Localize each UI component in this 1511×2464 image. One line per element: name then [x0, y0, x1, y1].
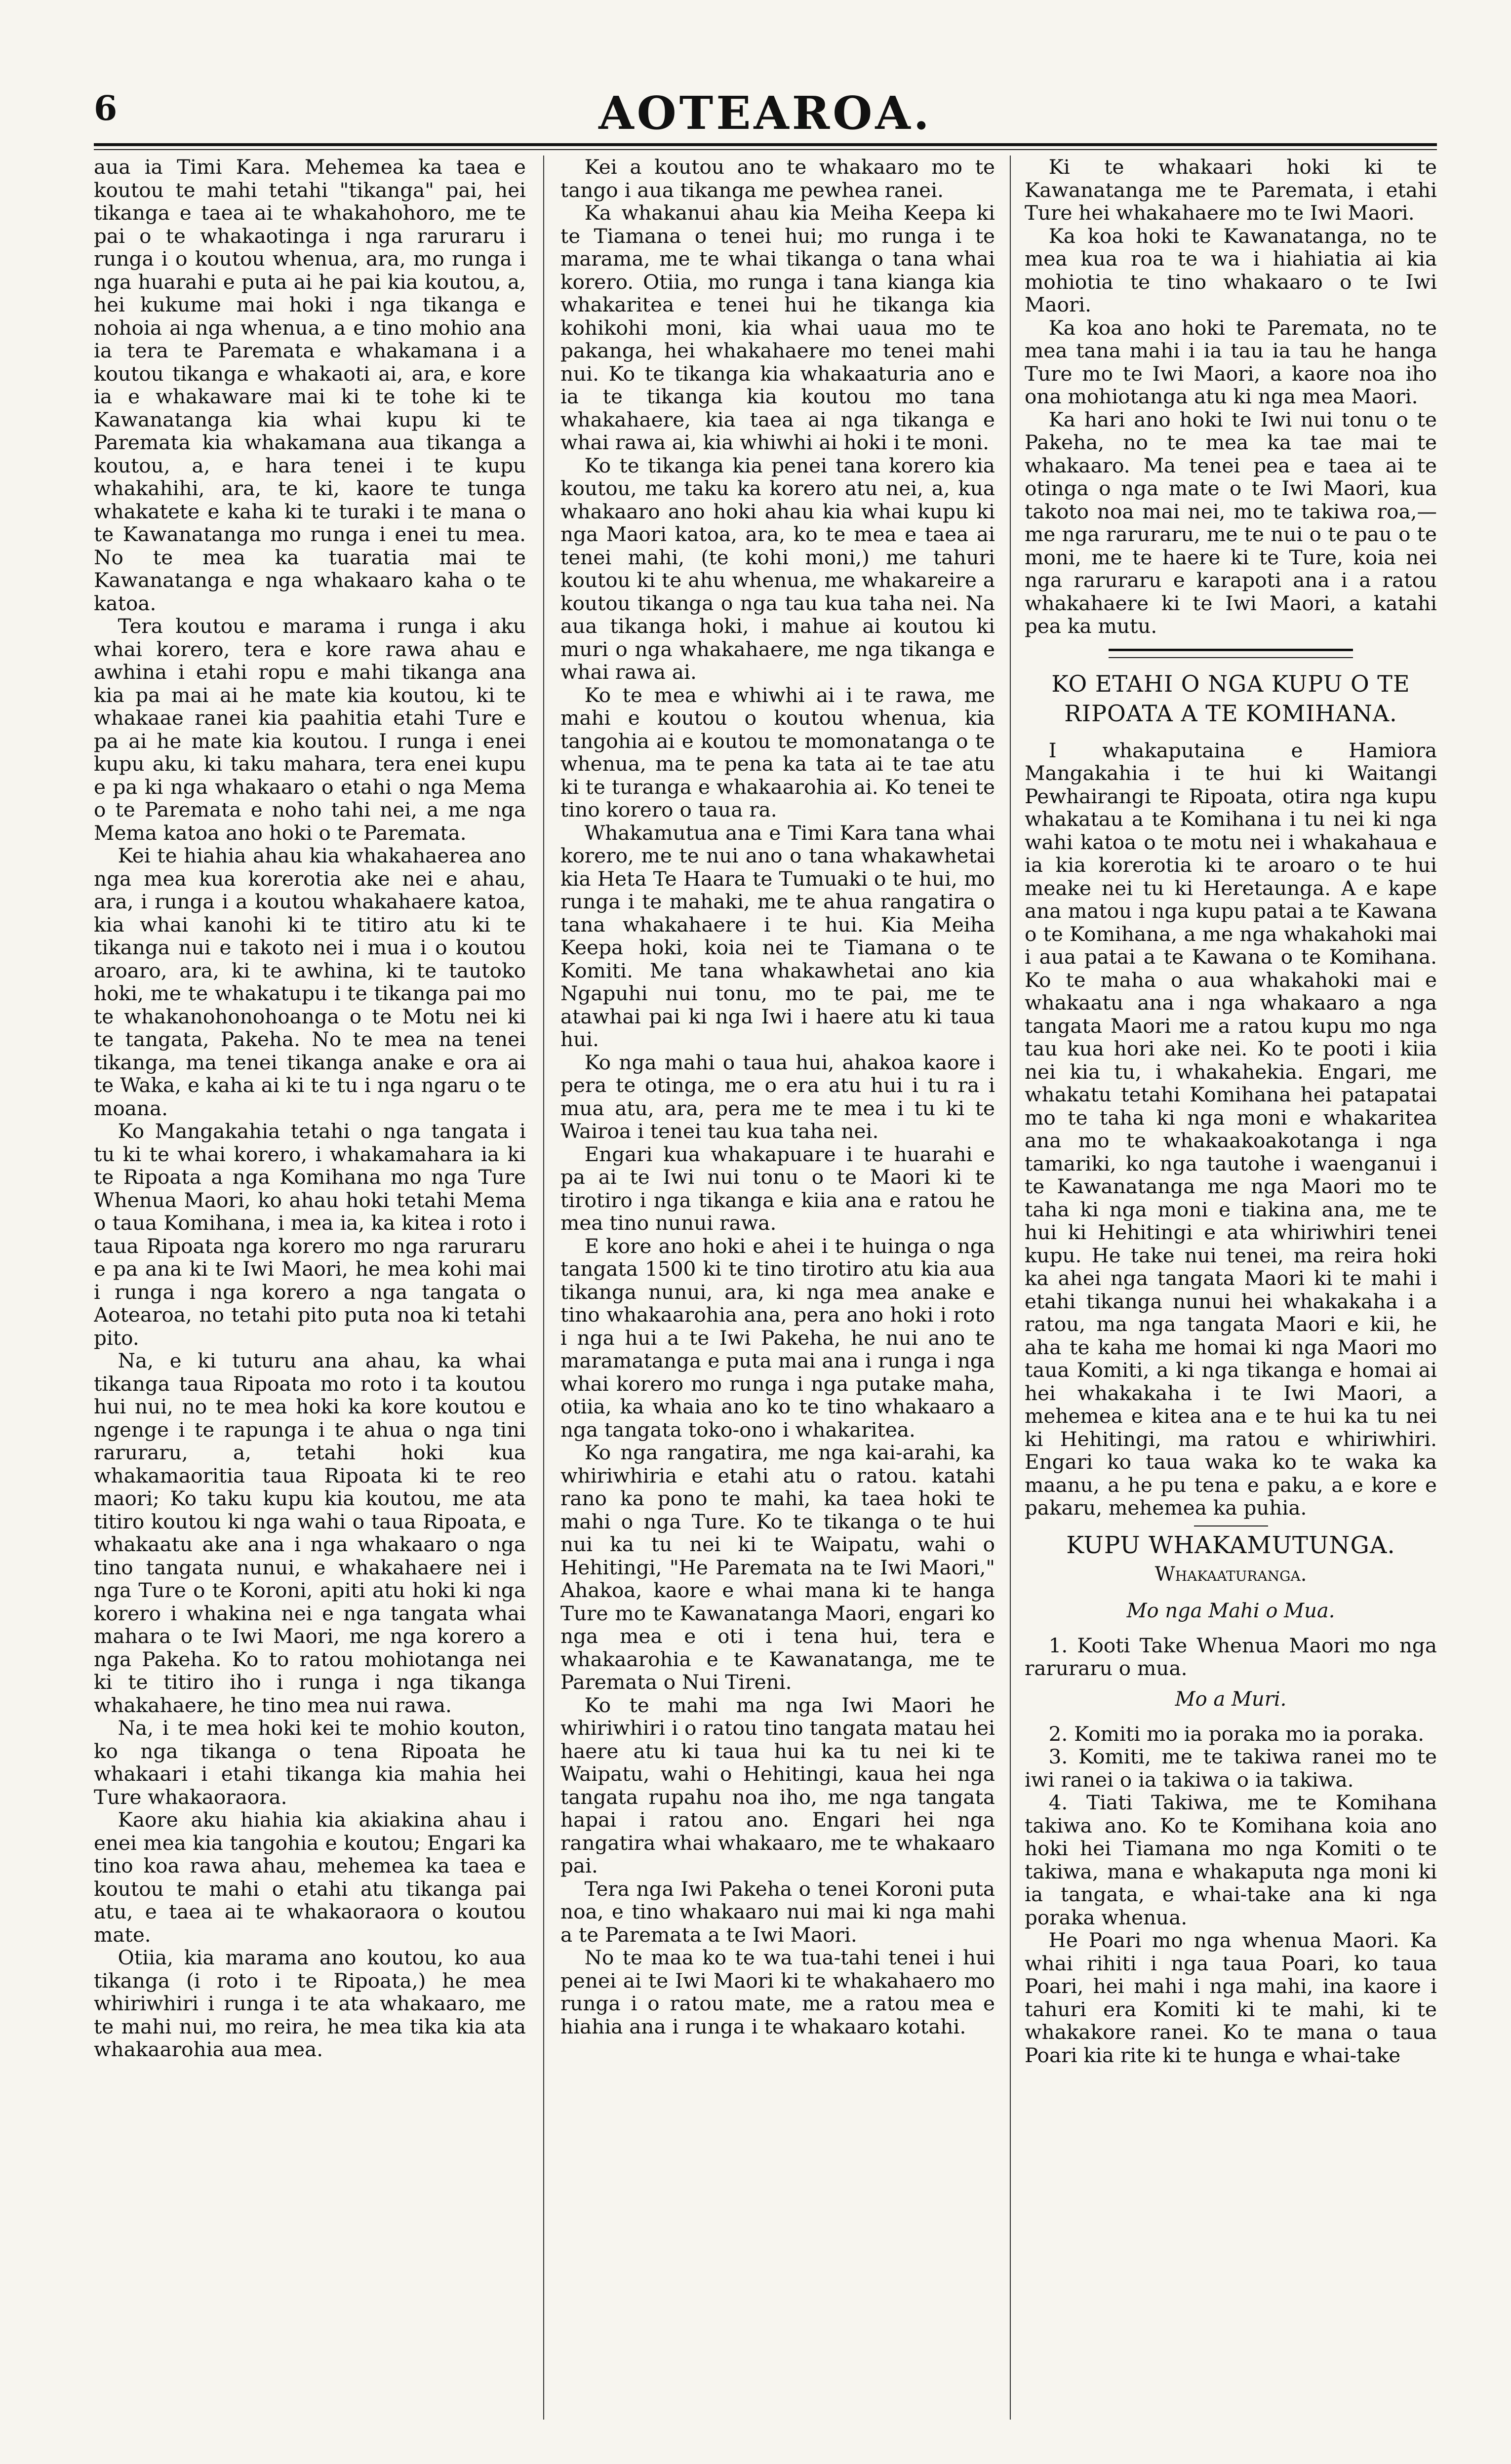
column-3 [1025, 156, 1437, 2420]
paragraph: Ko nga mahi o taua hui, ahakoa kaore i pera te otinga, me o era atu hui i tu ra i mua atu, ara, pera me te mea i tu ki te Wairoa i tenei tau kua taha nei. [560, 1050, 995, 1143]
header-rule-thin [94, 149, 1437, 150]
paragraph: Kei a koutou ano te whakaaro mo te tango i aua tikanga me pewhea ranei. [560, 156, 995, 202]
column-1 [94, 156, 526, 2420]
newspaper-title: AOTEAROA. [598, 86, 932, 140]
paragraph: Ko te mahi ma nga Iwi Maori he whiriwhiri i o ratou tino tangata matau hei haere atu ki taua hui ka tu nei ki te Waipatu, wahi o Hehitingi, kaua hei nga tangata rupahu noa iho, me nga tangata hapai i ratou ano. Engari hei nga rangatira whai whakaaro, me te whakaaro pai. [560, 1693, 995, 1877]
column-separator [1010, 156, 1011, 2420]
group-title: Mo a Muri. [1175, 1687, 1287, 1711]
paragraph: Otiia, kia marama ano koutou, ko aua tikanga (i roto i te Ripoata,) he mea whiriwhiri i runga i te ata whakaaro, me te mahi nui, mo reira, he mea tika kia ata whakaarohia aua mea. [94, 1946, 526, 2061]
header-rule-thick [94, 143, 1437, 146]
masthead [94, 86, 1437, 141]
paragraph: Ki te whakaari hoki ki te Kawanatanga me te Paremata, i etahi Ture hei whakahaere mo te Iwi Maori. [1025, 156, 1437, 225]
paragraph: Kaore aku hiahia kia akiakina ahau i enei mea kia tangohia e koutou; Engari ka tino koa rawa ahau, mehemea ka taea e koutou te mahi o etahi atu tikanga pai atu, e taea ai te whakaoraora o koutou mate. [94, 1808, 526, 1947]
paragraph: Ka koa hoki te Kawanatanga, no te mea kua roa te wa i hiahiatia ai kia mohiotia te tino whakaaro o te Iwi Maori. [1025, 224, 1437, 316]
list-item: 1. Kooti Take Whenua Maori mo nga raruraru o mua. [1025, 1633, 1437, 1680]
paragraph: Ka whakanui ahau kia Meiha Keepa ki te Tiamana o tenei hui; mo runga i te marama, me te whai tikanga o tana whai korero. Otiia, mo runga i tana kianga kia whakaritea e tenei hui he tikanga kia kohikohi moni, kia whai uaua mo te pakanga, hei whakahaere mo tenei mahi nui. Ko te tikanga kia whakaaturia ano e ia te tikanga kia koutou mo tana whakahaere, kia taea ai nga tikanga e whai rawa ai, kia whiwhi ai hoki i te moni. [560, 201, 995, 454]
section-heading: KO ETAHI O NGA KUPU O TE RIPOATA A TE KOMIHANA. [1051, 670, 1410, 727]
paragraph: Tera nga Iwi Pakeha o tenei Koroni puta noa, e tino whakaaro nui mai ki nga mahi a te Paremata a te Iwi Maori. [560, 1877, 995, 1947]
paragraph: No te maa ko te wa tua-tahi tenei i hui penei ai te Iwi Maori ki te whakahaero mo runga i o ratou mate, me a ratou mea e hiahia ana i runga i te whakaaro kotahi. [560, 1946, 995, 2038]
paragraph: Ko nga rangatira, me nga kai-arahi, ka whiriwhiria e etahi atu o ratou. katahi rano ka pono te mahi, ka taea hoki te mahi o nga Ture. Ko te tikanga o te hui nui ka tu nei ki te Waipatu, wahi o Hehitingi, "He Paremata na te Iwi Maori," Ahakoa, kaore e whai mana ki te hanga Ture mo te Kawanatanga Maori, engari ko nga mea e oti i tena hui, tera e whakaarohia e te Kawanatanga, me te Paremata o Nui Tireni. [560, 1441, 995, 1694]
paragraph: Kei te hiahia ahau kia whakahaerea ano nga mea kua korerotia ake nei e ahau, ara, i runga i a koutou whakahaere katoa, kia whai kanohi ki te titiro atu ki te tikanga nui e takoto nei i mua i o koutou aroaro, ara, ki te awhina, ki te tautoko hoki, me te whakatupu i te tikanga pai mo te whakanohonohoanga o te Motu nei ki te tangata, Pakeha. No te mea na tenei tikanga, ma tenei tikanga anake e ora ai te Waka, e kaha ai ki te tu i nga ngaru o te moana. [94, 844, 526, 1120]
paragraph: Ka hari ano hoki te Iwi nui tonu o te Pakeha, no te mea ka tae mai te whakaaro. Ma tenei pea e taea ai te otinga o nga mate o te Iwi Maori, kua takoto noa mai nei, mo te takiwa roa,—me nga raruraru, me te nui o te pau o te moni, me te haere ki te Ture, koia nei nga raruraru e karapoti ana i a ratou whakahaere ki te Iwi Maori, a katahi pea ka mutu. [1025, 407, 1437, 638]
paragraph: I whakaputaina e Hamiora Mangakahia i te hui ki Waitangi Pewhairangi te Ripoata, otira nga kupu whakatau a te Komihana i tu nei ki nga wahi katoa o te motu nei i whakahaua e ia kia korerotia ki te aroaro o te hui meake nei tu ki Heretaunga. A e kape ana matou i nga kupu patai a te Kawana o te Komihana, a me nga whakahoki mai i aua patai a te Kawana o te Komihana. Ko te maha o aua whakahoki mai e whakaatu ana i nga whakaaro a nga tangata Maori me a ratou kupu mo nga tau kua hori ake nei. Ko te pooti i kiia nei kia tu, i whakahekia. Engari, me whakatu tetahi Komihana hei patapatai mo te taha ki nga moni e whakaritea ana mo te whakaakoakotanga i nga tamariki, ko nga tautohe i waenganui i te Kawanatanga me nga Maori mo te taha ki nga moni e tiakina ana, me te hui ki Hehitingi e ata whiriwhiri tenei kupu. He take nui tenei, ma reira hoki ka ahei nga tangata Maori ki te mahi i etahi tikanga nunui hei whakakaha i a ratou, ma nga tangata Maori e kii, he aha te kaha me homai ki nga Maori mo taua Komiti, a ki nga tikanga e homai ai hei whakakaha i te Iwi Maori, a mehemea e kitea ana e te hui ka tu nei ki Hehitingi, ma ratou e whiriwhiri. Engari ko taua waka ko te waka ka maanu, a he pu tena e paku, a e kore e pakaru, mehemea ka puhia. [1025, 738, 1437, 1520]
column-2 [560, 156, 995, 2420]
column-separator [543, 156, 544, 2420]
closing-heading: KUPU WHAKAMUTUNGA. [1066, 1531, 1395, 1559]
paragraph: aua ia Timi Kara. Mehemea ka taea e koutou te mahi tetahi "tikanga" pai, hei tikanga e taea ai te whakahohoro, me te pai o te whakaotinga i nga raruraru i runga i o koutou whenua, ara, mo runga i nga huarahi e puta ai he pai kia koutou, a, hei kukume mai hoki i nga tikanga e nohoia ai nga whenua, a e tino mohio ana ia tera te Paremata e whakamana i a koutou tikanga e whakaoti ai, ara, e kore ia e whakaware mai ki te tohe ki te Kawanatanga kia whai kupu ki te Paremata kia whakamana aua tikanga a koutou, a, e hara tenei i te kupu whakahihi, ara, te ki, kaore te tunga whakatete e kaha ki te turaki i te mana o te Kawanatanga mo runga i enei tu mea. No te mea ka tuaratia mai te Kawanatanga e nga whakaaro kaha o te katoa. [94, 156, 526, 615]
section-divider [1109, 649, 1353, 658]
page-number: 6 [94, 89, 118, 128]
list-item: 3. Komiti, me te takiwa ranei mo te iwi ranei o ia takiwa o ia takiwa. [1025, 1745, 1437, 1792]
list-item: 4. Tiati Takiwa, me te Komihana takiwa ano. Ko te Komihana koia ano hoki hei Tiamana mo nga Komiti o te takiwa, mana e whakaputa nga moni ki ia tangata, e whai-take ana ki nga poraka whenua. [1025, 1791, 1437, 1929]
paragraph: Tera koutou e marama i runga i aku whai korero, tera e kore rawa ahau e awhina i etahi ropu e mahi tikanga ana kia pa mai ai he mate kia koutou, ki te whakaae ranei kia paahitia etahi Ture e pa ai he mate kia koutou. I runga i enei kupu aku, ki taku mahara, tera enei kupu e pa ki nga whakaaro o etahi o nga Mema o te Paremata e noho tahi nei, a me nga Mema katoa ano hoki o te Paremata. [94, 614, 526, 845]
paragraph: E kore ano hoki e ahei i te huinga o nga tangata 1500 ki te tino tirotiro atu kia aua tikanga nunui, ara, ki nga mea anake e tino whakaarohia ana, pera ano hoki i roto i nga hui a te Iwi Pakeha, he nui ano te maramatanga e puta mai ana i runga i nga whai korero mo runga i nga putake maha, otiia, ka whaia ano ko te tino whakaaro a nga tangata toko-ono i whakaritea. [560, 1234, 995, 1442]
paragraph: Engari kua whakapuare i te huarahi e pa ai te Iwi nui tonu o te Maori ki te tirotiro i nga tikanga e kiia ana e ratou he mea tino nunui rawa. [560, 1142, 995, 1235]
group-title: Mo nga Mahi o Mua. [1126, 1599, 1335, 1622]
paragraph: Ka koa ano hoki te Paremata, no te mea tana mahi i ia tau ia tau he hanga Ture mo te Iwi Maori, a kaore noa iho ona mohiotanga atu ki nga mea Maori. [1025, 315, 1437, 408]
list-item: 2. Komiti mo ia poraka mo ia poraka. [1048, 1721, 1425, 1746]
paragraph: He Poari mo nga whenua Maori. Ka whai rihiti i nga taua Poari, ko taua Poari, hei mahi i nga mahi, ina kaore i tahuri era Komiti ki te mahi, ki te whakakore ranei. Ko te mana o taua Poari kia rite ki te hunga e whai-take [1025, 1928, 1437, 2067]
paragraph: Ko Mangakahia tetahi o nga tangata i tu ki te whai korero, i whakamahara ia ki te Ripoata a nga Komihana mo nga Ture Whenua Maori, ko ahau hoki tetahi Mema o taua Komihana, i mea ia, ka kitea i roto i taua Ripoata nga korero mo nga raruraru e pa ana ki te Iwi Maori, he mea kohi mai i runga i nga korero a nga tangata o Aotearoa, no tetahi pito puta noa ki tetahi pito. [94, 1119, 526, 1350]
closing-subheading: Whakaaturanga. [1154, 1563, 1307, 1586]
paragraph: Na, i te mea hoki kei te mohio kouton, ko nga tikanga o tena Ripoata he whakaari i etahi tikanga kia mahia hei Ture whakaoraora. [94, 1716, 526, 1809]
paragraph: Ko te tikanga kia penei tana korero kia koutou, me taku ka korero atu nei, a, kua whakaaro ano hoki ahau kia whai kupu ki nga Maori katoa, ara, ko te mea e taea ai tenei mahi, (te kohi moni,) me tahuri koutou ki te ahu whenua, me whakareire a koutou tikanga o nga tau kua taha nei. Na aua tikanga hoki, i mahue ai koutou ki muri o nga whakahaere, me nga tikanga e whai rawa ai. [560, 453, 995, 684]
paragraph: Whakamutua ana e Timi Kara tana whai korero, me te nui ano o tana whakawhetai kia Heta Te Haara te Tumuaki o te hui, mo runga i te mahaki, me te ahua rangatira o tana whakahaere i te hui. Kia Meiha Keepa hoki, koia nei te Tiamana o te Komiti. Me tana whakawhetai ano kia Ngapuhi nui tonu, mo te pai, me te atawhai pai ki nga Iwi i haere atu ki taua hui. [560, 821, 995, 1051]
paragraph: Ko te mea e whiwhi ai i te rawa, me mahi e koutou o koutou whenua, kia tangohia ai e koutou te momonatanga o te whenua, ma te pena ka tata ai te tae atu ki te turanga e whakaarohia ai. Ko tenei te tino korero o taua ra. [560, 683, 995, 821]
short-divider [1194, 1525, 1268, 1526]
paragraph: Na, e ki tuturu ana ahau, ka whai tikanga taua Ripoata mo roto i ta koutou hui nui, no te mea hoki ka kore koutou e ngenge i te rapunga i te ahua o nga tini raruraru, a, tetahi hoki kua whakamaoritia taua Ripoata ki te reo maori; Ko taku kupu kia koutou, me ata titiro koutou ki nga wahi o taua Ripoata, e whakaatu ake ana i nga whakaaro o nga tino tangata nunui, e whakahaere nei i nga Ture o te Koroni, apiti atu hoki ki nga korero i whakina nei e nga tangata whai mahara o te Iwi Maori, me nga korero a nga Pakeha. Ko to ratou mohiotanga nei ki te titiro iho i runga i nga tikanga whakahaere, he tino mea nui rawa. [94, 1349, 526, 1717]
